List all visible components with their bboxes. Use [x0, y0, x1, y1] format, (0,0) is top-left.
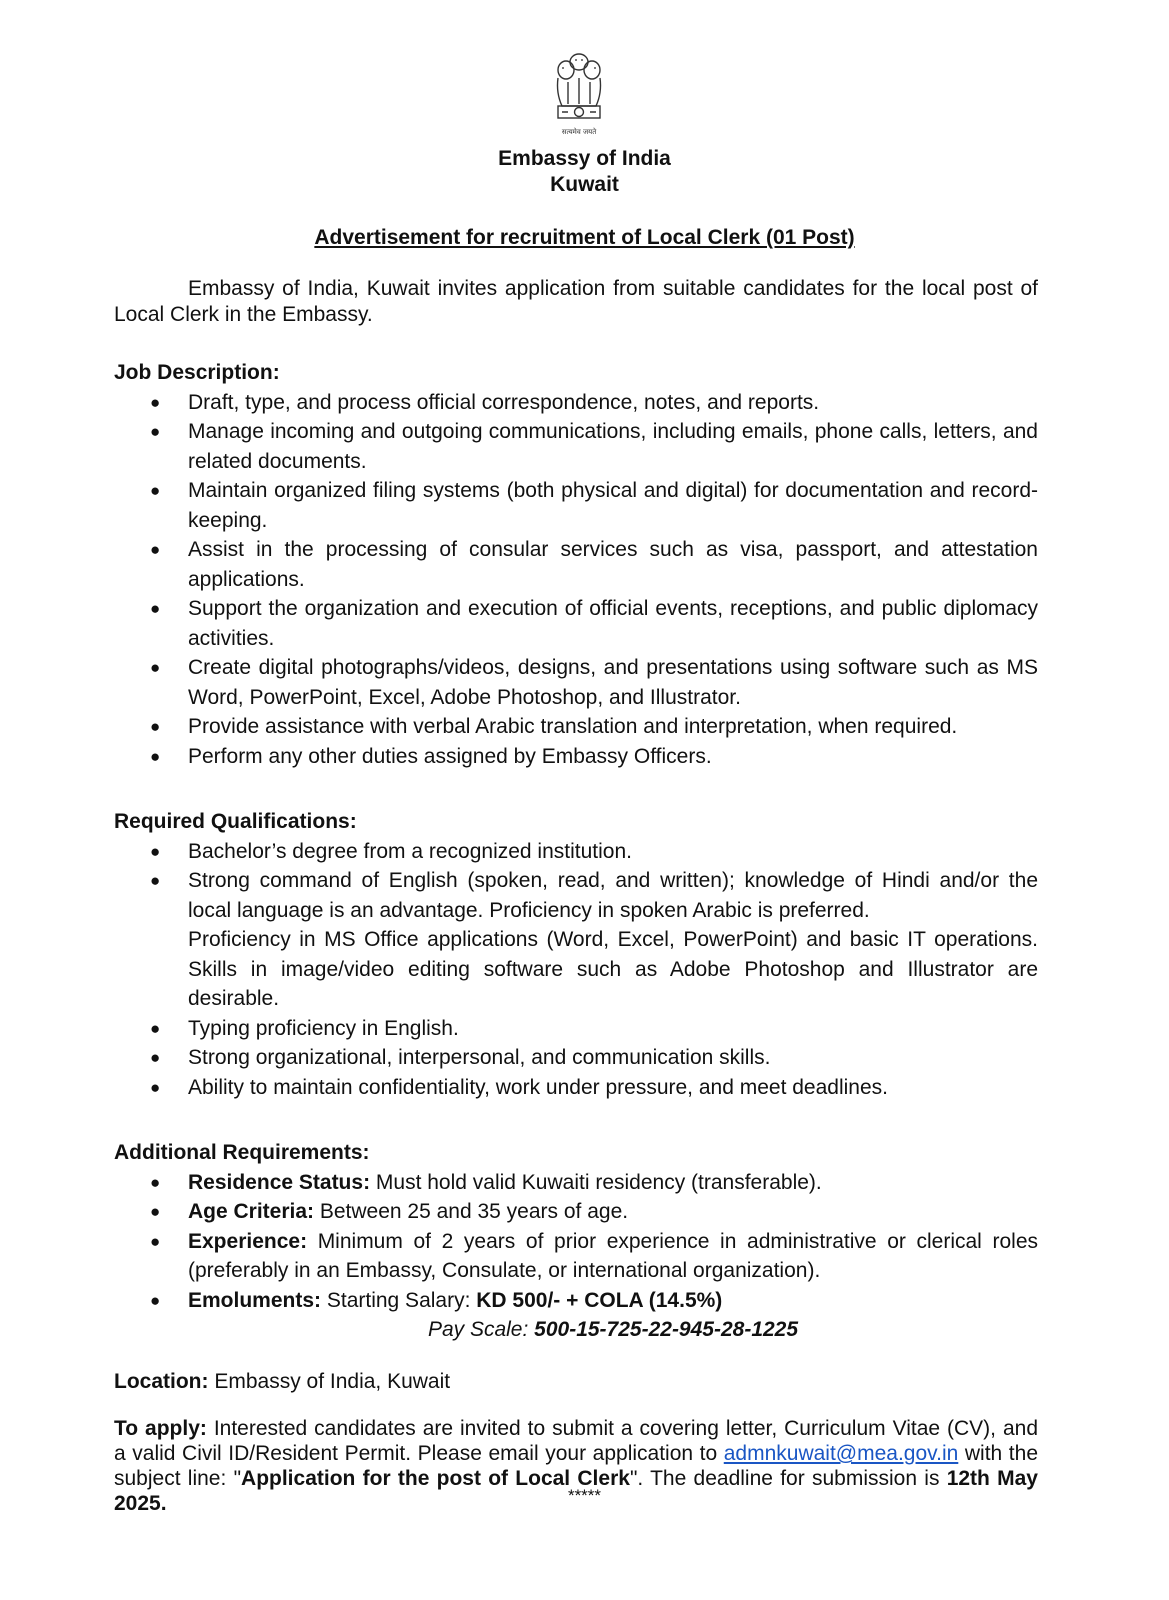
document-title: Advertisement for recruitment of Local Clerk (01 Post) — [314, 226, 855, 249]
national-emblem-icon — [548, 48, 610, 142]
list-item: ● Assist in the processing of consular services such as visa, passport, and attestation applications. — [150, 538, 1038, 591]
job-description-list — [114, 388, 1038, 772]
list-item: ● Strong command of English (spoken, read, and written); knowledge of Hindi and/or the local language is an advantage. Proficiency in spoken Arabic is preferred. — [150, 869, 1038, 922]
intro-paragraph: Embassy of India, Kuwait invites application from suitable candidates for the local post of Local Clerk in the Embassy. — [114, 277, 1038, 326]
list-item: ● Residence Status: Must hold valid Kuwaiti residency (transferable). — [150, 1170, 822, 1194]
list-item: ● Draft, type, and process official correspondence, notes, and reports. — [150, 390, 820, 414]
qualifications-list-more — [114, 1014, 1038, 1103]
job-description-section — [114, 358, 1038, 771]
qualifications-list — [114, 837, 1038, 926]
list-item: ● Perform any other duties assigned by Embassy Officers. — [150, 744, 712, 768]
location-line: Location: Embassy of India, Kuwait — [114, 1369, 451, 1393]
apply-paragraph: To apply: Interested candidates are invited to submit a covering letter, Curriculum Vitae (CV), and a valid Civil ID/Resident Permit. Please email your application to admnkuwait@mea.gov.in with the subject line: "Application for the post of Local Clerk". The deadline for submission is 12th May 2025. — [114, 1417, 1038, 1515]
list-item: ● Support the organization and execution of official events, receptions, and public diplomacy activities. — [150, 597, 1038, 650]
list-item: ● Bachelor’s degree from a recognized institution. — [150, 839, 632, 863]
subject-line: Application for the post of Local Clerk — [241, 1467, 630, 1490]
emblem-motto: सत्यमेव जयते — [561, 128, 597, 136]
list-item: ● Strong organizational, interpersonal, and communication skills. — [150, 1046, 771, 1069]
additional-list — [114, 1168, 1038, 1316]
list-item: ● Emoluments: Starting Salary: KD 500/- + COLA (14.5%) — [150, 1288, 723, 1312]
qualifications-heading: Required Qualifications: — [114, 810, 357, 833]
list-item: ● Age Criteria: Between 25 and 35 years of age. — [150, 1200, 629, 1223]
list-item: ● Experience: Minimum of 2 years of prior experience in administrative or clerical roles (preferably in an Embassy, Consulate, or international organization). — [150, 1229, 1038, 1282]
pay-scale: Pay Scale: 500-15-725-22-945-28-1225 — [427, 1318, 799, 1341]
salary-value: KD 500/- + COLA (14.5%) — [476, 1288, 723, 1312]
document-body — [114, 276, 1038, 1516]
org-name: Embassy of India — [498, 147, 671, 170]
additional-heading: Additional Requirements: — [114, 1141, 370, 1164]
list-item: ● Manage incoming and outgoing communications, including emails, phone calls, letters, and related documents. — [150, 420, 1038, 473]
qualifications-continuation: Proficiency in MS Office applications (Word, Excel, PowerPoint) and basic IT operations. Skills in image/video editing software such as Adobe Photoshop and Illustrator are desirable. — [188, 928, 1038, 1010]
list-item: ● Typing proficiency in English. — [150, 1016, 459, 1040]
additional-requirements-section — [114, 1138, 1038, 1345]
footer-stars: ***** — [567, 1486, 602, 1505]
list-item: ● Provide assistance with verbal Arabic translation and interpretation, when required. — [150, 715, 958, 738]
list-item: ● Ability to maintain confidentiality, work under pressure, and meet deadlines. — [150, 1075, 888, 1099]
org-city: Kuwait — [550, 173, 619, 196]
job-description-heading: Job Description: — [114, 361, 280, 384]
letterhead — [0, 146, 1169, 198]
deadline: 12th May 2025. — [114, 1467, 1038, 1515]
email-link[interactable]: admnkuwait@mea.gov.in — [723, 1442, 959, 1465]
list-item: ● Maintain organized filing systems (both physical and digital) for documentation and record-keeping. — [150, 479, 1038, 532]
qualifications-section — [114, 807, 1038, 1102]
list-item: ● Create digital photographs/videos, designs, and presentations using software such as MS Word, PowerPoint, Excel, Adobe Photoshop, and Illustrator. — [150, 656, 1038, 709]
